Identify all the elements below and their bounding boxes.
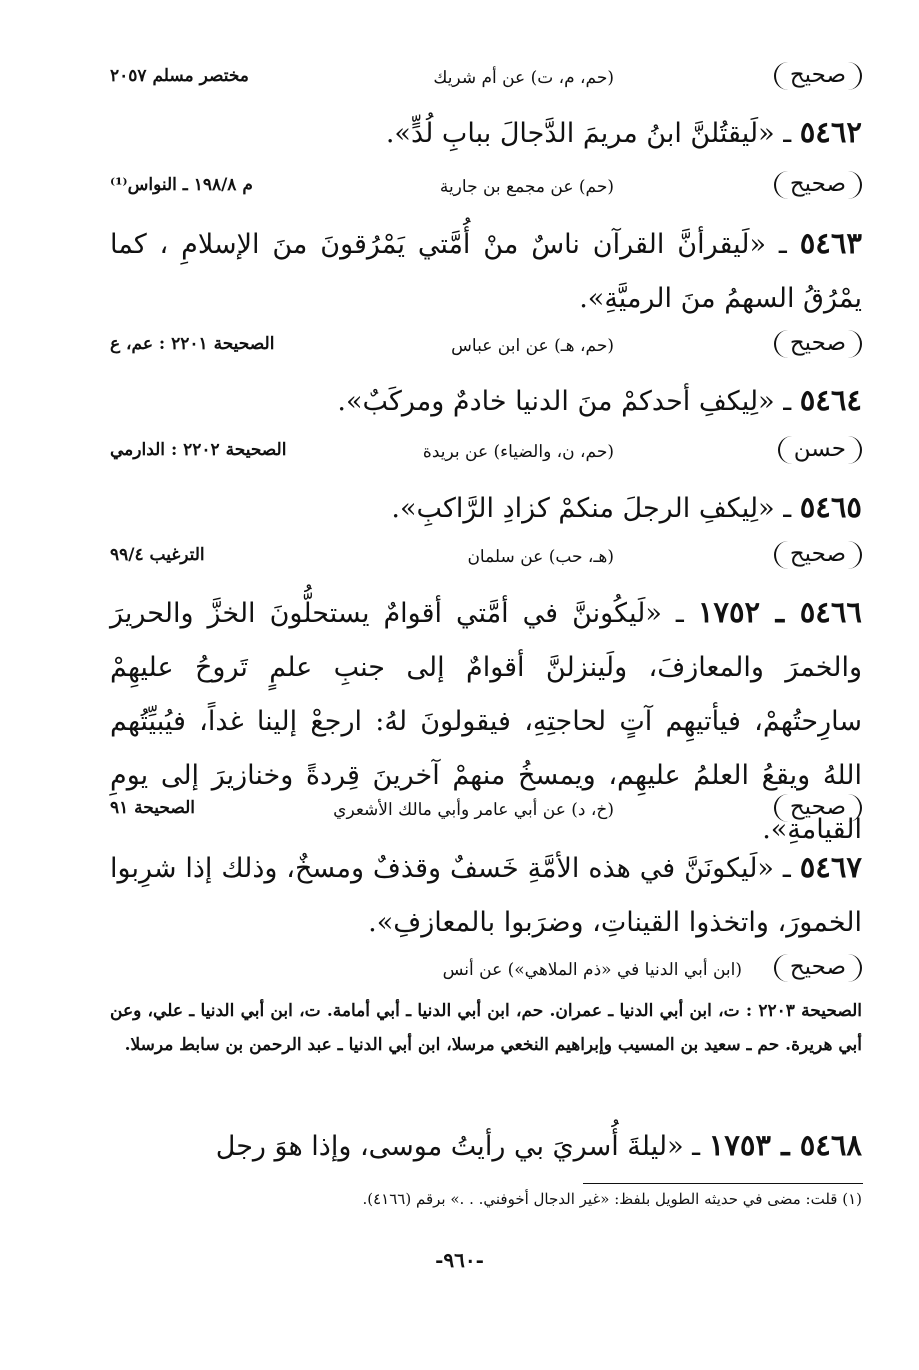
hadith-text: «لَيقرأنَّ القرآن ناسٌ منْ أُمَّتي يَمْرُقونَ منَ الإسلامِ ، كما يمْرُقُ السهمُ منَ الرميَّةِ». — [110, 229, 862, 314]
hadith-number: ٥٤٦٧ — [799, 850, 862, 884]
hadith-text: «لَيكُوننَّ في أمَّتي أقوامٌ يستحلُّونَ الخزَّ والحريرَ والخمرَ والمعازفَ، ولَينزلنَّ أقوامٌ إلى جنبِ علمٍ تَروحُ عليهِمْ سارِحتُهمْ، فيأتيهِم آتٍ لحاجتِهِ، فيقولونَ لهُ: ارجعْ إلينا غداً، فيُبيِّتُهم اللهُ ويقعُ العلمُ عليهِم، ويمسخُ منهمْ آخرينَ قِردةً وخنازيرَ إلى يومِ القيامةِ». — [110, 598, 862, 845]
grade-label: صحيح — [774, 954, 862, 982]
grade-row — [110, 167, 862, 207]
grade-label: صحيح — [774, 794, 862, 822]
reference: مختصر مسلم ٢٠٥٧ — [110, 66, 249, 86]
hadith-5462: ٥٤٦٢ ـ «لَيقتُلنَّ ابنُ مريمَ الدَّجالَ ببابِ لُدٍّ». — [385, 115, 862, 149]
source-citation: (حم، م، ت) عن أم شريك — [433, 68, 614, 88]
source-citation: (حم) عن مجمع بن جارية — [439, 177, 614, 197]
reference: الصحيحة ٢٢٠٢ : الدارمي — [110, 440, 287, 460]
hadith-5466: ٥٤٦٦ ـ ١٧٥٢ ـ «لَيكُوننَّ في أمَّتي أقوامٌ يستحلُّونَ الخزَّ والحريرَ والخمرَ والمعازفَ، ولَينزلنَّ أقوامٌ إلى جنبِ علمٍ تَروحُ عليهِمْ سارِحتُهمْ، فيأتيهِم آتٍ لحاجتِهِ، فيقولونَ لهُ: ارجعْ إلينا غداً، فيُبيِّتُهم اللهُ ويقعُ العلمُ عليهِم، ويمسخُ منهمْ آخرينَ قِردةً وخنازيرَ إلى يومِ القيامةِ». — [110, 595, 862, 845]
source-citation: (هـ، حب) عن سلمان — [467, 547, 614, 567]
hadith-5468: ٥٤٦٨ ـ ١٧٥٣ ـ «ليلةَ أُسريَ بي رأيتُ موسى، وإذا هوَ رجل — [215, 1128, 862, 1162]
grade-label: صحيح — [774, 541, 862, 569]
grade-row — [110, 326, 862, 366]
grade-label: حسن — [778, 436, 862, 464]
reference: الصحيحة ٢٢٠١ : عم، ع — [110, 334, 275, 354]
hadith-5465: ٥٤٦٥ ـ «لِيكفِ الرجلَ منكمْ كزادِ الرَّاكبِ». — [391, 490, 862, 524]
grade-label: صحيح — [774, 171, 862, 199]
hadith-number: ٥٤٦٨ ـ ١٧٥٣ — [708, 1128, 862, 1162]
hadith-5464: ٥٤٦٤ ـ «لِيكفِ أحدكمْ منَ الدنيا خادمٌ ومركَبٌ». — [337, 383, 862, 417]
reference: الترغيب ٩٩/٤ — [110, 545, 205, 565]
hadith-number: ٥٤٦٢ — [799, 115, 862, 149]
grade-row — [110, 537, 862, 577]
source-citation: (خ، د) عن أبي عامر وأبي مالك الأشعري — [333, 800, 614, 820]
hadith-number: ٥٤٦٣ — [799, 226, 862, 260]
footnote-divider — [583, 1183, 863, 1184]
page-number: -٩٦٠- — [435, 1248, 484, 1272]
grade-row — [110, 950, 862, 990]
grade-row — [110, 790, 862, 830]
hadith-text: «لَيكونَنَّ في هذه الأمَّةِ خَسفٌ وقذفٌ ومسخٌ، وذلك إذا شرِبوا الخمورَ، واتخذوا القيناتِ، وضرَبوا بالمعازفِ». — [110, 853, 862, 938]
hadith-text: «لَيقتُلنَّ ابنُ مريمَ الدَّجالَ ببابِ لُدٍّ». — [385, 118, 775, 149]
hadith-text: «لِيكفِ أحدكمْ منَ الدنيا خادمٌ ومركَبٌ». — [337, 386, 775, 417]
grade-row — [110, 432, 862, 472]
hadith-number: ٥٤٦٤ — [799, 383, 862, 417]
source-citation: (حم، هـ) عن ابن عباس — [451, 336, 614, 356]
grade-label: صحيح — [774, 330, 862, 358]
footnote: (١) قلت: مضى في حديثه الطويل بلفظ: «غير الدجال أخوفني. . .» برقم (٤١٦٦). — [362, 1190, 862, 1208]
hadith-text: «ليلةَ أُسريَ بي رأيتُ موسى، وإذا هوَ رجل — [215, 1131, 684, 1162]
hadith-5463: ٥٤٦٣ ـ «لَيقرأنَّ القرآن ناسٌ منْ أُمَّتي يَمْرُقونَ منَ الإسلامِ ، كما يمْرُقُ السهمُ منَ الرميَّةِ». — [110, 226, 862, 314]
reference-block: الصحيحة ٢٢٠٣ : ت، ابن أبي الدنيا ـ عمران. حم، ابن أبي الدنيا ـ أبي أمامة. ت، ابن أبي الدنيا ـ علي، وعن أبي هريرة. حم ـ سعيد بن المسيب وإبراهيم النخعي مرسلا، ابن أبي الدنيا ـ عبد الرحمن بن سابط مرسلا. — [110, 1001, 862, 1055]
hadith-5467: ٥٤٦٧ ـ «لَيكونَنَّ في هذه الأمَّةِ خَسفٌ وقذفٌ ومسخٌ، وذلك إذا شرِبوا الخمورَ، واتخذوا القيناتِ، وضرَبوا بالمعازفِ». — [110, 850, 862, 938]
hadith-text: «لِيكفِ الرجلَ منكمْ كزادِ الرَّاكبِ». — [391, 493, 775, 524]
hadith-number: ٥٤٦٥ — [799, 490, 862, 524]
grade-row — [110, 58, 862, 98]
grade-label: صحيح — [774, 62, 862, 90]
source-citation: (ابن أبي الدنيا في «ذم الملاهي») عن أنس — [442, 960, 742, 980]
reference: م ١٩٨/٨ ـ النواس⁽¹⁾ — [110, 175, 253, 195]
reference: الصحيحة ٩١ — [110, 798, 196, 818]
hadith-number: ٥٤٦٦ ـ ١٧٥٢ — [697, 595, 862, 629]
source-citation: (حم، ن، والضياء) عن بريدة — [422, 442, 614, 462]
